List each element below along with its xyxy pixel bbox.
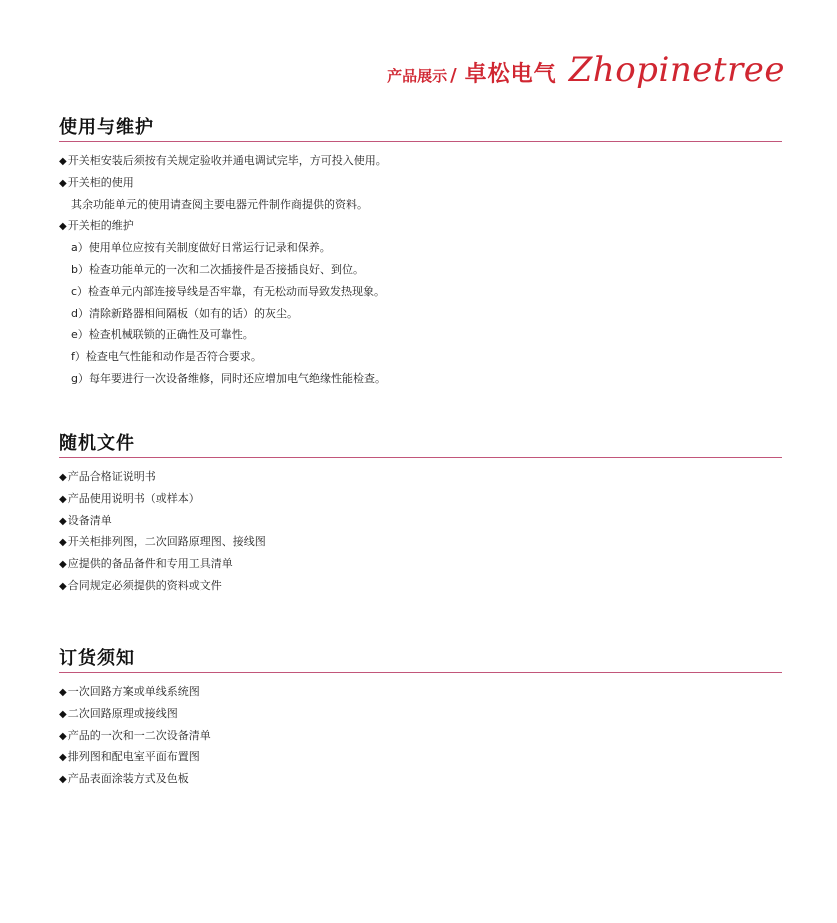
section-list <box>59 150 782 390</box>
list-item <box>59 150 782 172</box>
list-item-text: 产品合格证说明书 <box>67 470 156 483</box>
list-item-text: 产品表面涂装方式及色板 <box>67 772 189 786</box>
section-title: 随机文件 <box>59 430 782 458</box>
list-item <box>59 746 782 768</box>
list-item-text: 开关柜安装后须按有关规定验收并通电调试完毕，方可投入使用。 <box>67 154 387 167</box>
list-item-text: e）检查机械联锁的正确性及可靠性。 <box>71 328 254 342</box>
list-item <box>59 172 782 194</box>
section-ordering <box>59 645 782 790</box>
list-item-text: d）清除新路器相间隔板（如有的话）的灰尘。 <box>71 306 298 320</box>
list-item <box>59 703 782 725</box>
diamond-bullet-icon: ◆ <box>59 515 67 527</box>
diamond-bullet-icon: ◆ <box>59 752 67 764</box>
list-item <box>59 303 782 325</box>
list-item <box>59 466 782 488</box>
header-category: 产品展示 <box>387 67 448 85</box>
diamond-bullet-icon: ◆ <box>59 730 67 742</box>
diamond-bullet-icon: ◆ <box>59 687 67 698</box>
diamond-bullet-icon: ◆ <box>59 559 67 571</box>
section-documents <box>59 430 782 597</box>
list-item <box>59 575 782 597</box>
list-item-text: a）使用单位应按有关制度做好日常运行记录和保养。 <box>71 241 331 255</box>
list-item-text: 二次回路原理或接线图 <box>67 706 178 720</box>
list-item <box>59 194 782 216</box>
list-item-text: g）每年要进行一次设备维修，同时还应增加电气绝缘性能检查。 <box>71 371 386 385</box>
list-item <box>59 510 782 532</box>
section-title: 订货须知 <box>59 645 782 673</box>
list-item-text: 其余功能单元的使用请查阅主要电器元件制作商提供的资料。 <box>71 197 368 211</box>
list-item-text: 产品使用说明书（或样本） <box>67 491 200 505</box>
list-item-text: 应提供的备品备件和专用工具清单 <box>67 557 233 571</box>
diamond-bullet-icon: ◆ <box>59 708 67 720</box>
list-item <box>59 368 782 390</box>
section-use-maintenance <box>59 114 782 390</box>
list-item-text: 设备清单 <box>67 513 112 527</box>
header-script-logo: Zhopinetree <box>568 50 785 90</box>
list-item <box>59 681 782 703</box>
list-item <box>59 346 782 368</box>
list-item <box>59 725 782 747</box>
list-item <box>59 531 782 553</box>
list-item <box>59 215 782 237</box>
list-item-text: 一次回路方案或单线系统图 <box>67 685 200 698</box>
list-item-text: c）检查单元内部连接导线是否牢靠，有无松动而导致发热现象。 <box>71 284 386 298</box>
list-item-text: 开关柜的维护 <box>67 219 134 233</box>
list-item-text: 产品的一次和一二次设备清单 <box>67 728 211 742</box>
list-item-text: f）检查电气性能和动作是否符合要求。 <box>71 350 262 364</box>
list-item <box>59 488 782 510</box>
list-item <box>59 768 782 790</box>
diamond-bullet-icon: ◆ <box>59 493 67 505</box>
diamond-bullet-icon: ◆ <box>59 177 67 189</box>
list-item <box>59 237 782 259</box>
diamond-bullet-icon: ◆ <box>59 472 67 483</box>
list-item <box>59 259 782 281</box>
diamond-bullet-icon: ◆ <box>59 221 67 233</box>
header-brand: 卓松电气 <box>464 62 557 87</box>
list-item-text: 排列图和配电室平面布置图 <box>67 750 200 764</box>
page-header <box>387 50 785 94</box>
header-slash: / <box>450 65 457 86</box>
list-item-text: 开关柜的使用 <box>67 175 134 189</box>
section-list <box>59 681 782 790</box>
diamond-bullet-icon: ◆ <box>59 537 67 549</box>
diamond-bullet-icon: ◆ <box>59 774 67 786</box>
list-item <box>59 281 782 303</box>
diamond-bullet-icon: ◆ <box>59 580 67 592</box>
list-item-text: 合同规定必须提供的资料或文件 <box>67 578 222 592</box>
section-list <box>59 466 782 597</box>
list-item <box>59 324 782 346</box>
section-title: 使用与维护 <box>59 114 782 142</box>
list-item <box>59 553 782 575</box>
list-item-text: b）检查功能单元的一次和二次插接件是否接插良好、到位。 <box>71 262 364 276</box>
list-item-text: 开关柜排列图，二次回路原理图、接线图 <box>67 535 266 549</box>
diamond-bullet-icon: ◆ <box>59 156 67 167</box>
